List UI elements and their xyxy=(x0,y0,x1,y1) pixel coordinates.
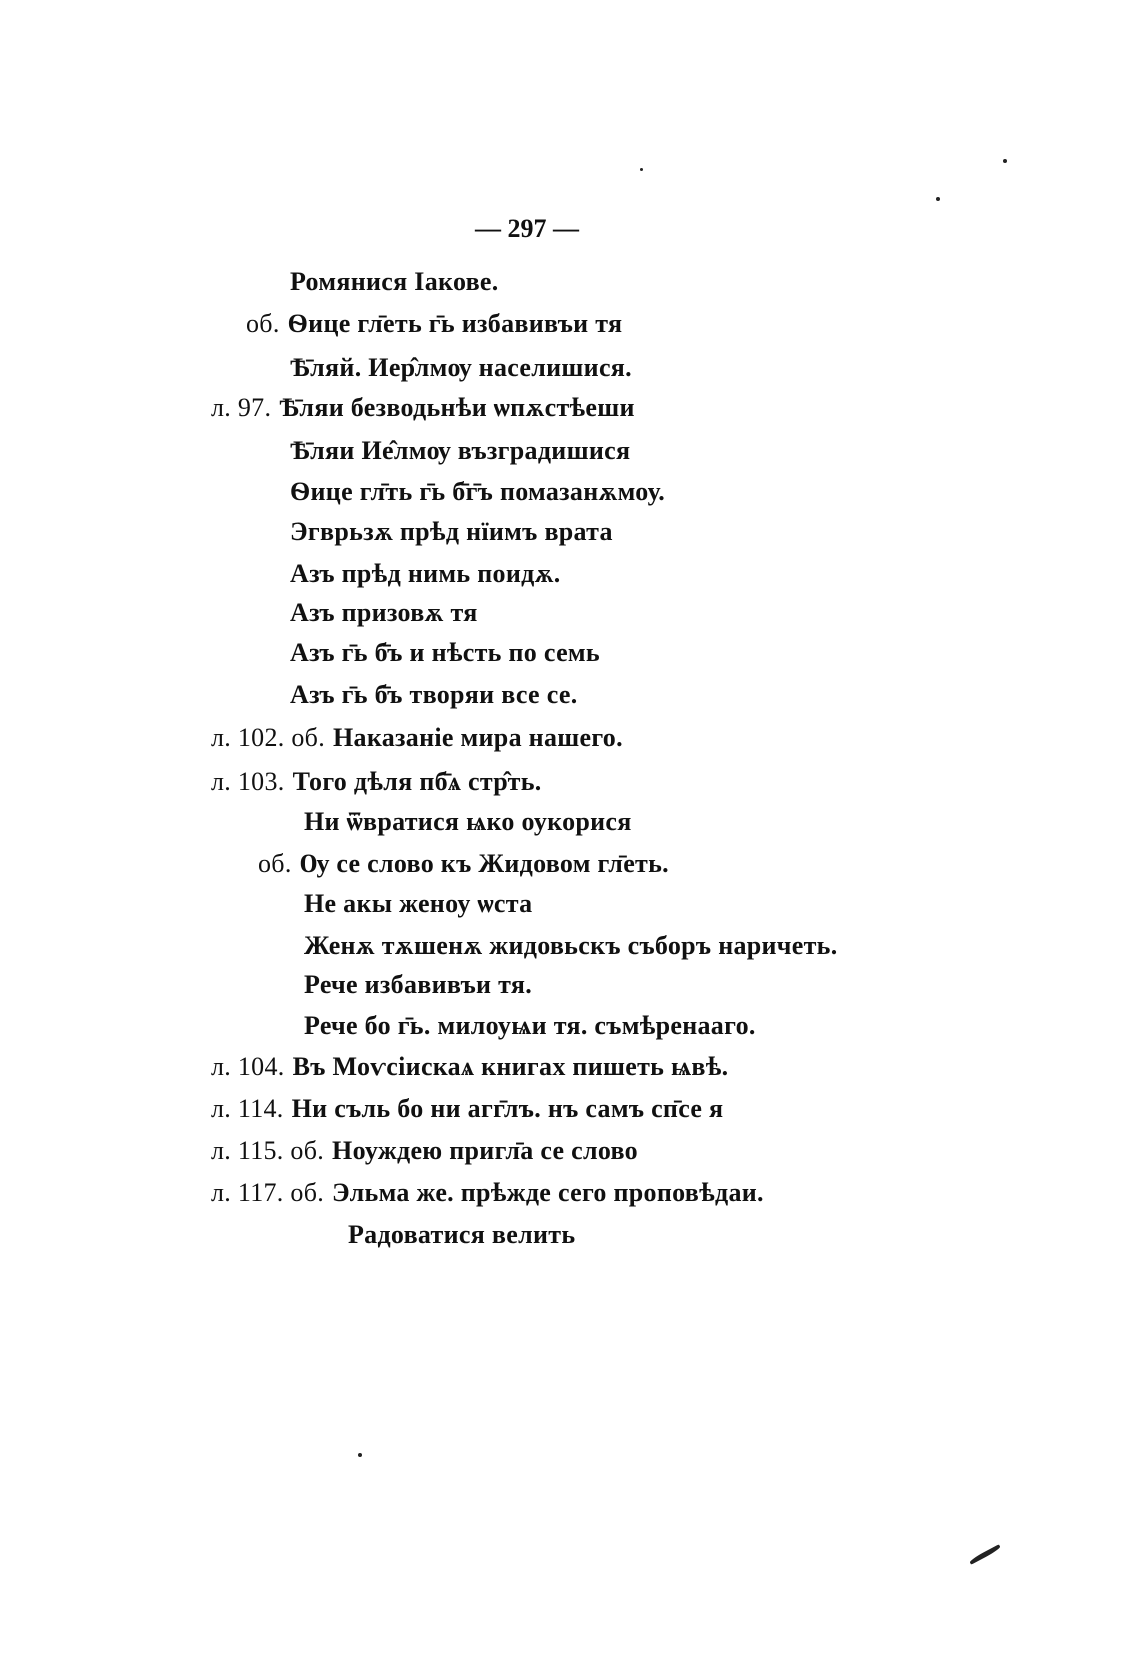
text-line xyxy=(290,476,665,508)
line-text: Ноуждею пригл̄а се слово xyxy=(332,1136,638,1165)
line-text: Азъ г̄ь б̄ъ творяи все се. xyxy=(290,680,578,709)
scan-speck xyxy=(936,197,940,201)
text-line xyxy=(258,848,669,880)
text-line xyxy=(211,1135,638,1167)
line-text: Ни ѿвратися ѩко оукорися xyxy=(304,807,632,836)
page-number: — 297 — xyxy=(475,214,579,243)
folio-label: л. 115. об. xyxy=(211,1136,325,1165)
scan-speck xyxy=(640,168,643,171)
line-text: Рече избавивъи тя. xyxy=(304,970,533,999)
line-text: Ромянися Іакове. xyxy=(290,267,499,296)
line-text: Въ Моѵсіискаѧ книгах пишеть ѩвѣ. xyxy=(292,1052,729,1081)
text-line xyxy=(290,516,613,548)
line-text: Ѳице гл̄ть г̄ь б̄г̄ъ помазанѫмоу. xyxy=(290,477,666,506)
line-text: Радоватися велить xyxy=(348,1220,576,1249)
folio-label: л. 97. xyxy=(211,393,272,422)
line-text: Азъ г̄ь б̄ъ и нѣсть по семь xyxy=(290,638,600,667)
folio-label: л. 104. xyxy=(211,1052,285,1081)
line-text: Ѣ̄ляй. Иер̂лмѹ населишися. xyxy=(290,353,632,382)
text-line xyxy=(290,558,561,590)
scan-speck xyxy=(358,1453,362,1457)
text-line xyxy=(304,806,632,838)
line-text: Наказаніе мира нашего. xyxy=(333,723,623,752)
folio-label: л. 114. xyxy=(211,1094,284,1123)
line-text: Азъ прѣд нимь поидѫ. xyxy=(290,559,561,588)
line-text: Эльма же. прѣжде сего проповѣдаи. xyxy=(332,1178,764,1207)
text-line xyxy=(211,392,635,424)
line-text: Не акы женоу ѡста xyxy=(304,889,533,918)
scan-mark xyxy=(969,1544,1001,1564)
text-line xyxy=(211,722,623,754)
text-line xyxy=(290,637,600,669)
line-text: Азъ призовѫ тя xyxy=(290,598,478,627)
text-line xyxy=(211,1177,764,1209)
scan-speck xyxy=(1003,159,1007,163)
line-text: Ни съль бо ни агг̄лъ. нъ самъ сп̄се я xyxy=(291,1094,724,1123)
line-text: Женѫ тѫшенѫ жидовьскъ съборъ наричеть. xyxy=(304,931,838,960)
text-line xyxy=(211,766,542,798)
line-text: Рече бо г̄ь. милоуѩи тя. съмѣренааго. xyxy=(304,1011,756,1040)
line-text: Эгврьзѫ прѣд нїимъ врата xyxy=(290,517,613,546)
text-line xyxy=(211,1093,723,1125)
text-line xyxy=(290,435,630,467)
folio-label: л. 117. об. xyxy=(211,1178,325,1207)
folio-label: л. 102. об. xyxy=(211,723,326,752)
line-text: Ѣ̄ляи безводьнѣи ѡпѫстѣеши xyxy=(279,393,635,422)
text-line xyxy=(290,352,632,384)
folio-label: л. 103. xyxy=(211,767,285,796)
line-text: Того дѣля пб̄ѧ стр̂ть. xyxy=(292,767,542,796)
text-line xyxy=(211,1051,728,1083)
text-line xyxy=(304,930,838,962)
folio-label: об. xyxy=(246,309,280,338)
text-line xyxy=(246,308,622,340)
text-line xyxy=(348,1219,575,1251)
text-line xyxy=(304,1010,756,1042)
folio-label: об. xyxy=(258,849,292,878)
text-line xyxy=(290,266,499,298)
text-line xyxy=(304,888,532,920)
text-line xyxy=(304,969,532,1001)
text-line xyxy=(290,679,578,711)
line-text: Ѣ̄ляи Ие̂лмѹ възградишися xyxy=(290,436,631,465)
text-line xyxy=(290,597,478,629)
line-text: Ѳице гл̄еть г̄ь избавивъи тя xyxy=(287,309,623,338)
line-text: Ѹ се слово къ Жидовом гл̄еть. xyxy=(299,849,669,878)
